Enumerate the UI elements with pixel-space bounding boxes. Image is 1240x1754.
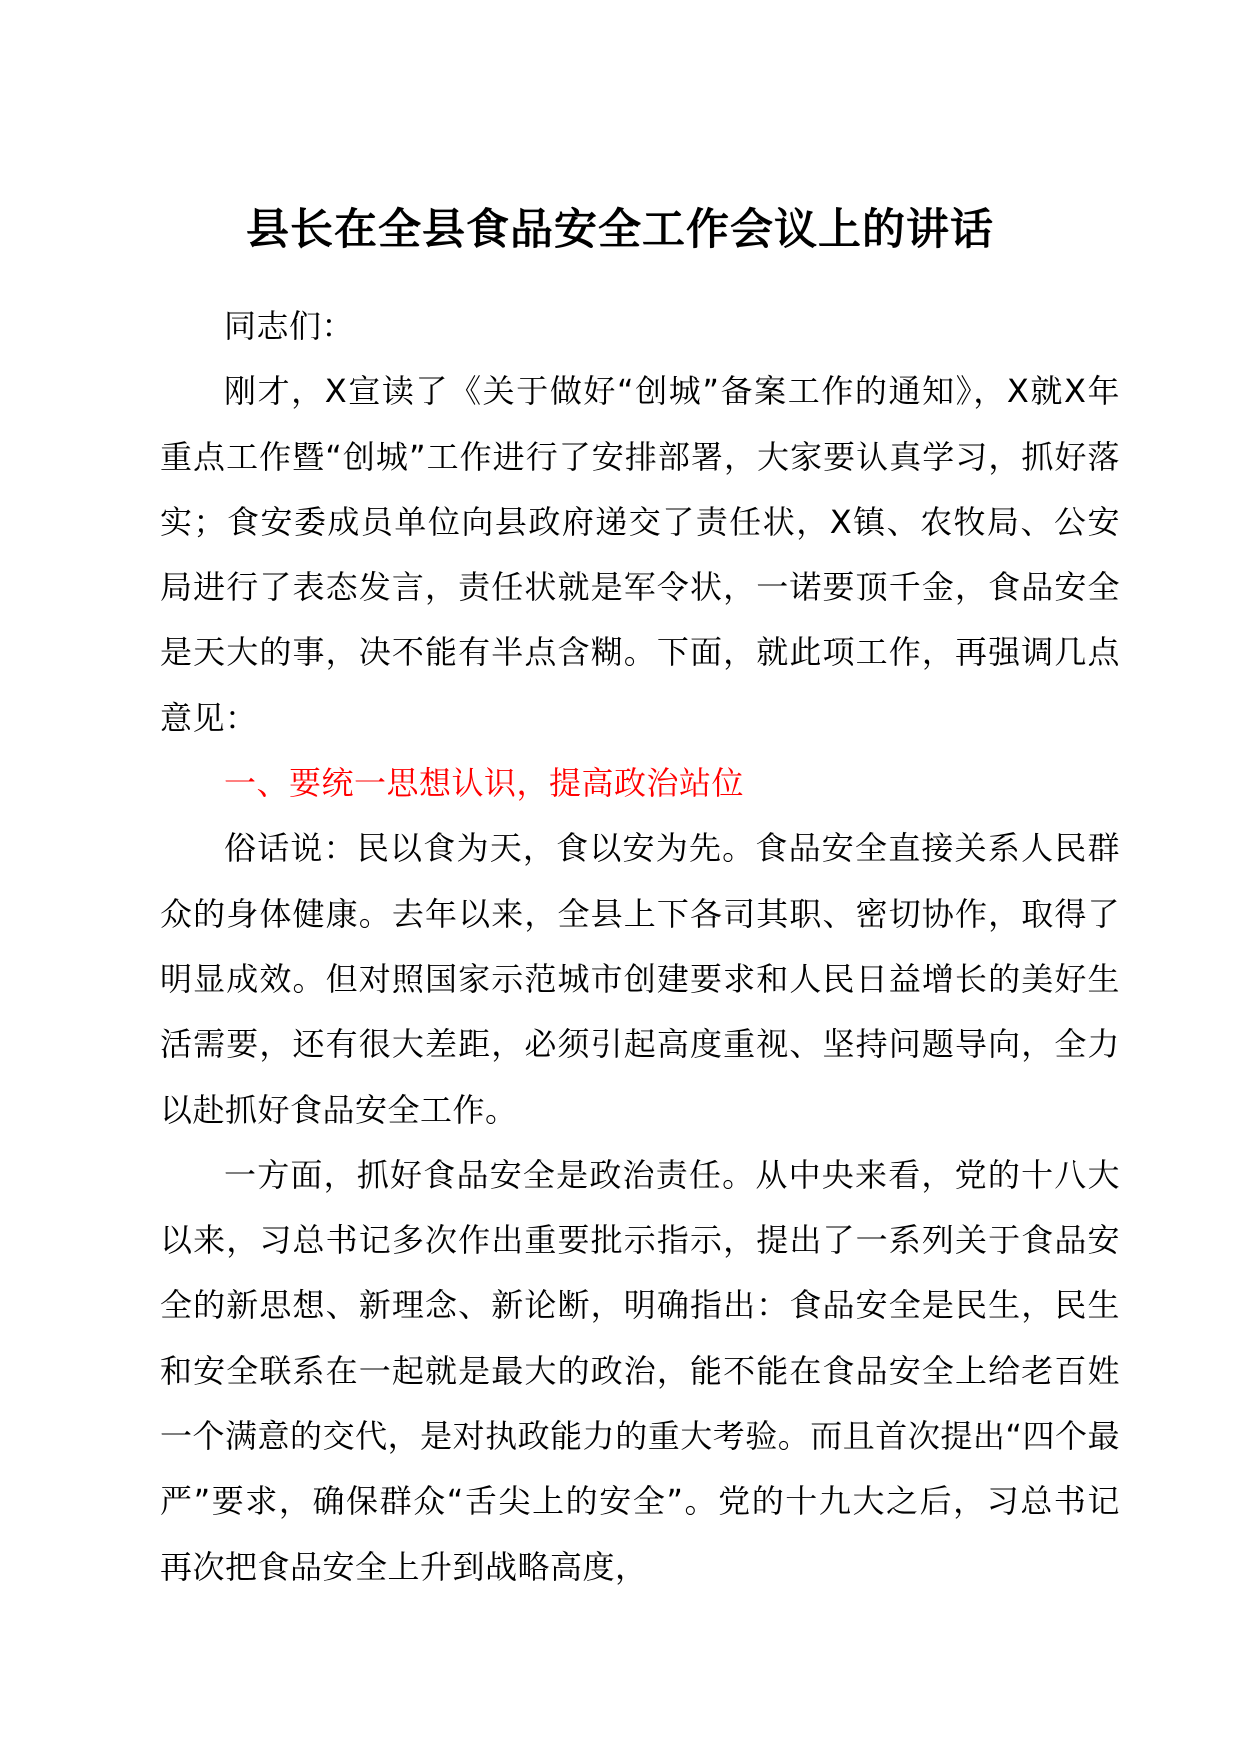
paragraph-political-responsibility: 一方面，抓好食品安全是政治责任。从中央来看，党的十八大以来，习总书记多次作出重要批示指示，提出了一系列关于食品安全的新思想、新理念、新论断，明确指出：食品安全是民生，民生和安全联系在一起就是最大的政治，能不能在食品安全上给老百姓一个满意的交代，是对执政能力的重大考验。而且首次提出“四个最严”要求，确保群众“舌尖上的安全”。党的十九大之后，习总书记再次把食品安全上升到战略高度， [160, 1155, 1120, 1586]
document-title: 县长在全县食品安全工作会议上的讲话 [246, 205, 994, 255]
paragraph-intro: 刚才，X宣读了《关于做好“创城”备案工作的通知》，X就X年重点工作暨“创城”工作进行了安排部署，大家要认真学习，抓好落实；食安委成员单位向县政府递交了责任状，X镇、农牧局、公安局进行了表态发言，责任状就是军令状，一诺要顶千金，食品安全是天大的事，决不能有半点含糊。下面，就此项工作，再强调几点意见： [160, 372, 1120, 737]
document-body [160, 294, 1120, 1600]
salutation: 同志们： [224, 307, 355, 345]
paragraph-proverb: 俗话说：民以食为天，食以安为先。食品安全直接关系人民群众的身体健康。去年以来，全县上下各司其职、密切协作，取得了明显成效。但对照国家示范城市创建要求和人民日益增长的美好生活需要，还有很大差距，必须引起高度重视、坚持问题导向，全力以赴抓好食品安全工作。 [160, 829, 1120, 1129]
section-heading-1: 一、要统一思想认识，提高政治站位 [224, 764, 745, 803]
